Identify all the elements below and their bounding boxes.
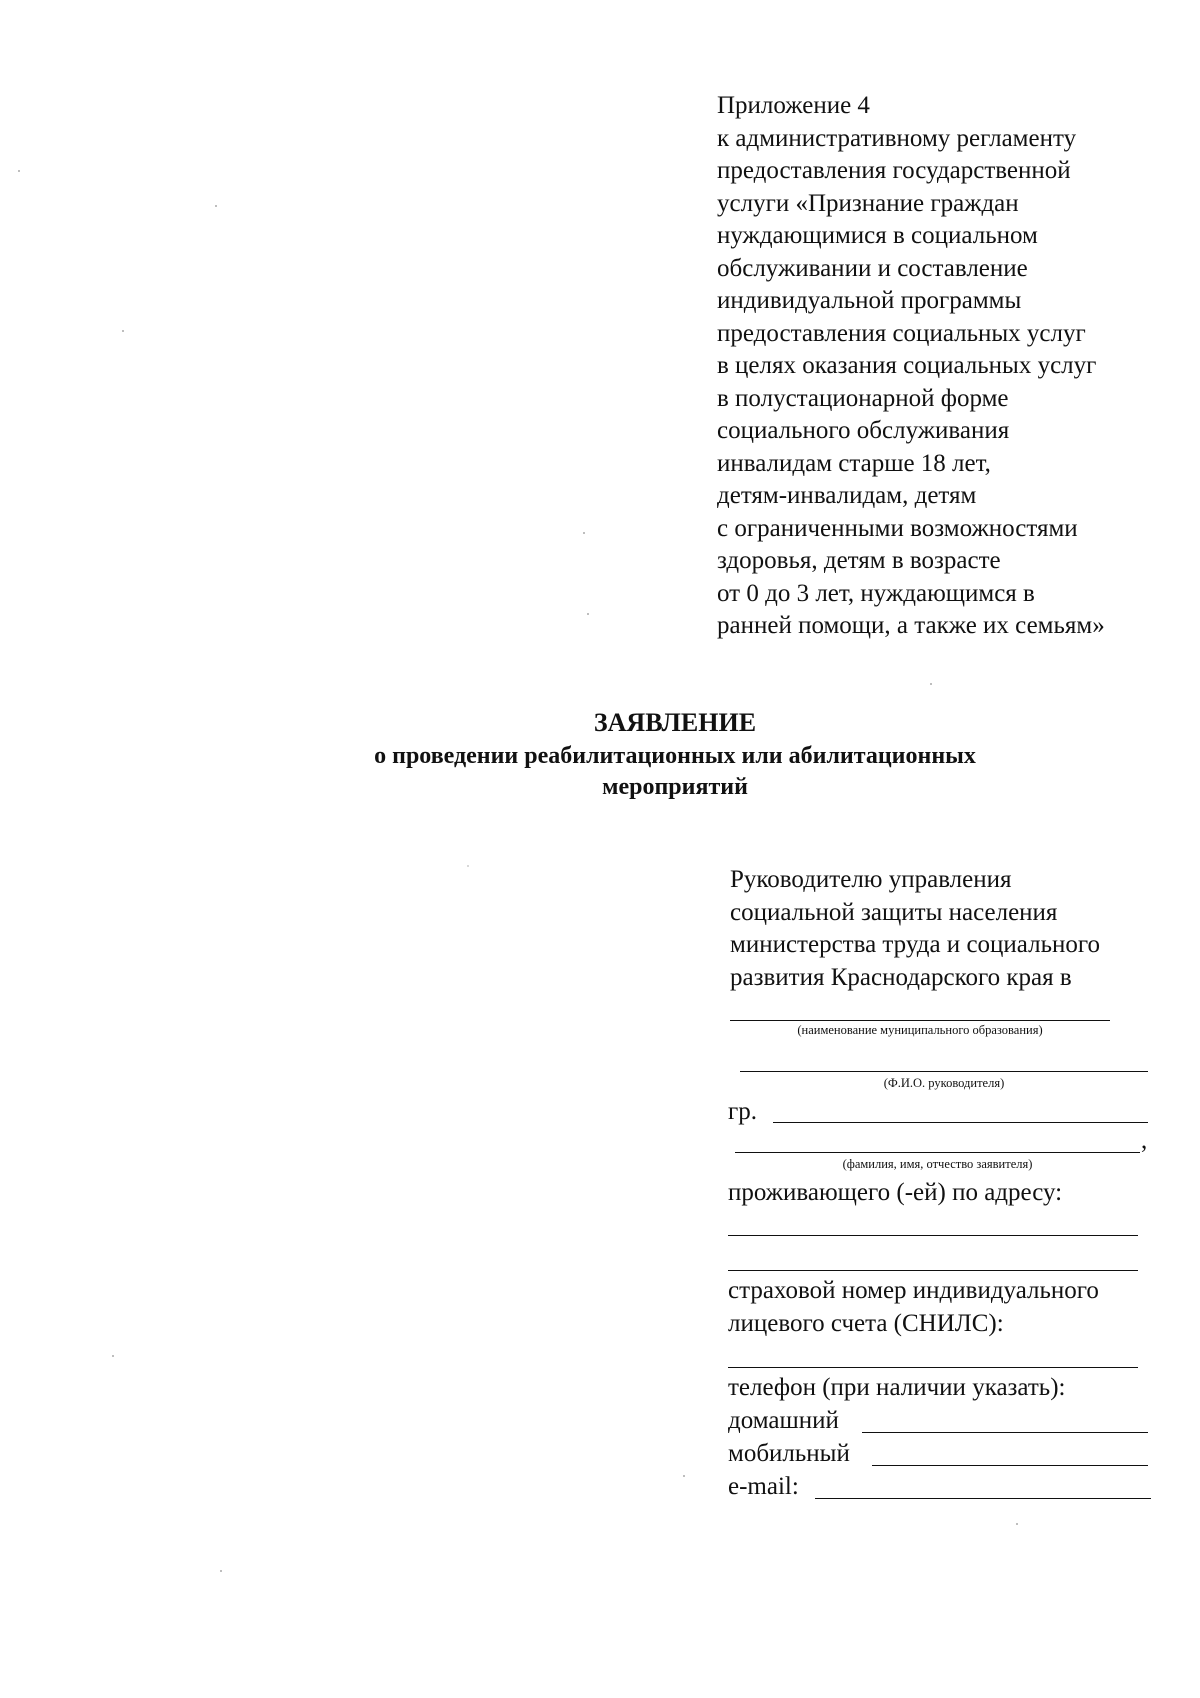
appendix-line: нуждающимися в социальном [717,222,1038,249]
scan-speck [467,865,469,867]
scan-speck [220,1570,222,1572]
address-label: проживающего (-ей) по адресу: [728,1179,1063,1206]
subtitle-line-1: о проведении реабилитационных или абилитационных [374,743,976,769]
appendix-line: от 0 до 3 лет, нуждающимся в [717,579,1035,607]
appendix-line: с ограниченными возможностями [717,514,1078,542]
addressee-line: развития Краснодарского края в [730,963,1072,991]
scan-speck [1016,1523,1018,1525]
snils-label-1: страховой номер индивидуального [728,1277,1099,1304]
appendix-line: индивидуальной программы [717,287,1022,314]
citizen-field[interactable] [773,1122,1148,1123]
appendix-line: услуги «Признание граждан [717,189,1019,217]
appendix-line: в целях оказания социальных услуг [717,352,1097,379]
head-name-caption: (Ф.И.О. руководителя) [883,1076,1005,1090]
email-field[interactable] [815,1498,1151,1499]
appendix-line: Приложение 4 [717,92,870,119]
scan-speck [18,170,20,172]
home-phone-label: домашний [728,1407,839,1434]
scan-speck [930,683,932,685]
appendix-line: предоставления государственной [717,157,1071,184]
addressee-line: социальной защиты населения [730,898,1058,926]
snils-field[interactable] [728,1367,1138,1368]
scan-speck [583,532,585,534]
appendix-line: предоставления социальных услуг [717,319,1086,347]
address-field-2[interactable] [728,1270,1138,1271]
head-name-field[interactable] [740,1071,1148,1072]
document-title: ЗАЯВЛЕНИЕ [593,708,757,737]
scan-speck [112,1355,114,1357]
document-subtitle [0,741,1200,803]
appendix-line: обслуживании и составление [717,254,1028,282]
applicant-caption: (фамилия, имя, отчество заявителя) [842,1157,1033,1171]
home-phone-field[interactable] [862,1432,1148,1433]
municipality-field[interactable] [730,1020,1110,1021]
scan-speck [587,613,589,615]
subtitle-line-2: мероприятий [602,774,748,800]
appendix-line: к административному регламенту [717,124,1077,152]
scan-speck [683,1475,685,1477]
appendix-line: ранней помощи, а также их семьям» [717,612,1105,639]
phone-label: телефон (при наличии указать): [728,1374,1066,1401]
appendix-line: инвалидам старше 18 лет, [717,449,991,477]
appendix-line: социального обслуживания [717,417,1010,444]
comma-mark: , [1141,1127,1148,1154]
appendix-line: детям-инвалидам, детям [717,482,977,509]
applicant-name-field[interactable] [735,1152,1140,1153]
municipality-caption: (наименование муниципального образования) [797,1023,1043,1037]
snils-label-2: лицевого счета (СНИЛС): [728,1310,1004,1337]
citizen-label: гр. [728,1098,758,1125]
email-label: e-mail: [728,1473,799,1500]
addressee-block [730,864,1190,994]
scan-speck [215,205,217,207]
addressee-line: Руководителю управления [730,866,1012,893]
addressee-line: министерства труда и социального [730,931,1100,958]
scan-speck [122,330,124,332]
appendix-block [717,90,1187,643]
appendix-line: здоровья, детям в возрасте [717,547,1001,574]
mobile-phone-field[interactable] [872,1465,1148,1466]
mobile-phone-label: мобильный [728,1440,850,1467]
address-field-1[interactable] [728,1235,1138,1236]
appendix-line: в полустационарной форме [717,384,1009,412]
